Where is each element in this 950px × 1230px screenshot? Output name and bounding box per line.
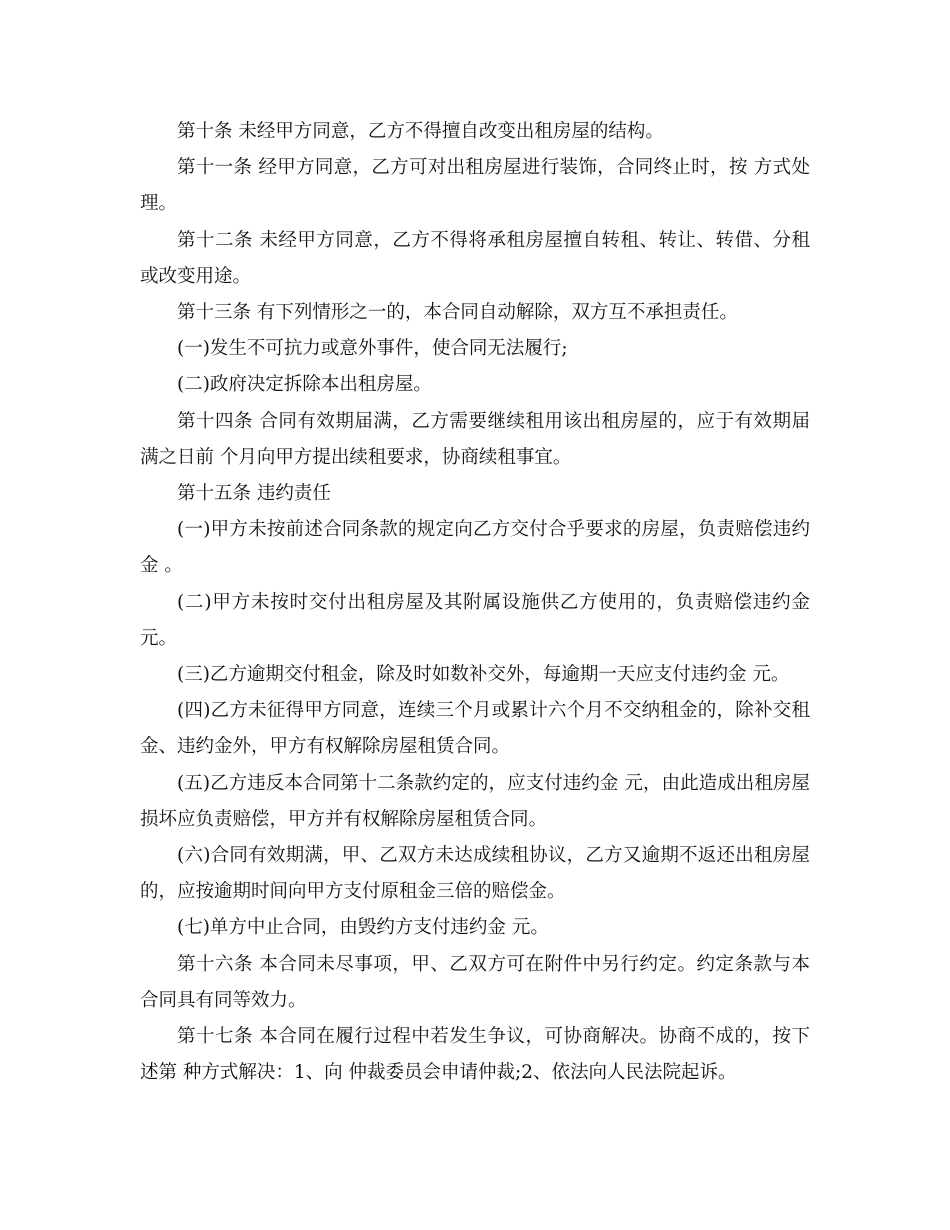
paragraph-article-15: 第十五条 违约责任 [177, 483, 331, 505]
paragraph-article-12: 第十二条 未经甲方同意，乙方不得将承租房屋擅自转租、转让、转借、分租或改变用途。 [140, 229, 810, 287]
paragraph-article-10: 第十条 未经甲方同意，乙方不得擅自改变出租房屋的结构。 [177, 121, 664, 142]
document-body [140, 114, 810, 1091]
paragraph-article-17: 第十七条 本合同在履行过程中若发生争议，可协商解决。协商不成的，按下述第 种方式解决：1、向 仲裁委员会申请仲裁;2、依法向人民法院起诉。 [140, 1026, 810, 1084]
paragraph-article-13-item-2: (二)政府决定拆除本出租房屋。 [177, 374, 432, 396]
paragraph-article-13-item-1: (一)发生不可抗力或意外事件，使合同无法履行; [177, 338, 568, 360]
paragraph-article-15-item-5: (五)乙方违反本合同第十二条款约定的，应支付违约金 元，由此造成出租房屋损坏应负责赔偿，甲方并有权解除房屋租赁合同。 [140, 772, 810, 830]
paragraph-article-15-item-3: (三)乙方逾期交付租金，除及时如数补交外，每逾期一天应支付违约金 元。 [177, 664, 790, 686]
paragraph-article-14: 第十四条 合同有效期届满，乙方需要继续租用该出租房屋的，应于有效期届满之日前 个月向甲方提出续租要求，协商续租事宜。 [140, 410, 810, 468]
paragraph-article-11: 第十一条 经甲方同意，乙方可对出租房屋进行装饰，合同终止时，按 方式处理。 [140, 157, 810, 215]
paragraph-article-15-item-1: (一)甲方未按前述合同条款的规定向乙方交付合乎要求的房屋，负责赔偿违约金 。 [140, 519, 810, 577]
paragraph-article-16: 第十六条 本合同未尽事项，甲、乙双方可在附件中另行约定。约定条款与本合同具有同等效力。 [140, 953, 810, 1011]
paragraph-article-15-item-4: (四)乙方未征得甲方同意，连续三个月或累计六个月不交纳租金的，除补交租金、违约金外，甲方有权解除房屋租赁合同。 [140, 700, 810, 758]
paragraph-article-13: 第十三条 有下列情形之一的，本合同自动解除，双方互不承担责任。 [177, 302, 738, 324]
paragraph-article-15-item-7: (七)单方中止合同，由毁约方支付违约金 元。 [177, 917, 549, 939]
paragraph-article-15-item-2: (二)甲方未按时交付出租房屋及其附属设施供乙方使用的，负责赔偿违约金 元。 [140, 591, 810, 649]
paragraph-article-15-item-6: (六)合同有效期满，甲、乙双方未达成续租协议，乙方又逾期不返还出租房屋的，应按逾期时间向甲方支付原租金三倍的赔偿金。 [140, 845, 810, 903]
